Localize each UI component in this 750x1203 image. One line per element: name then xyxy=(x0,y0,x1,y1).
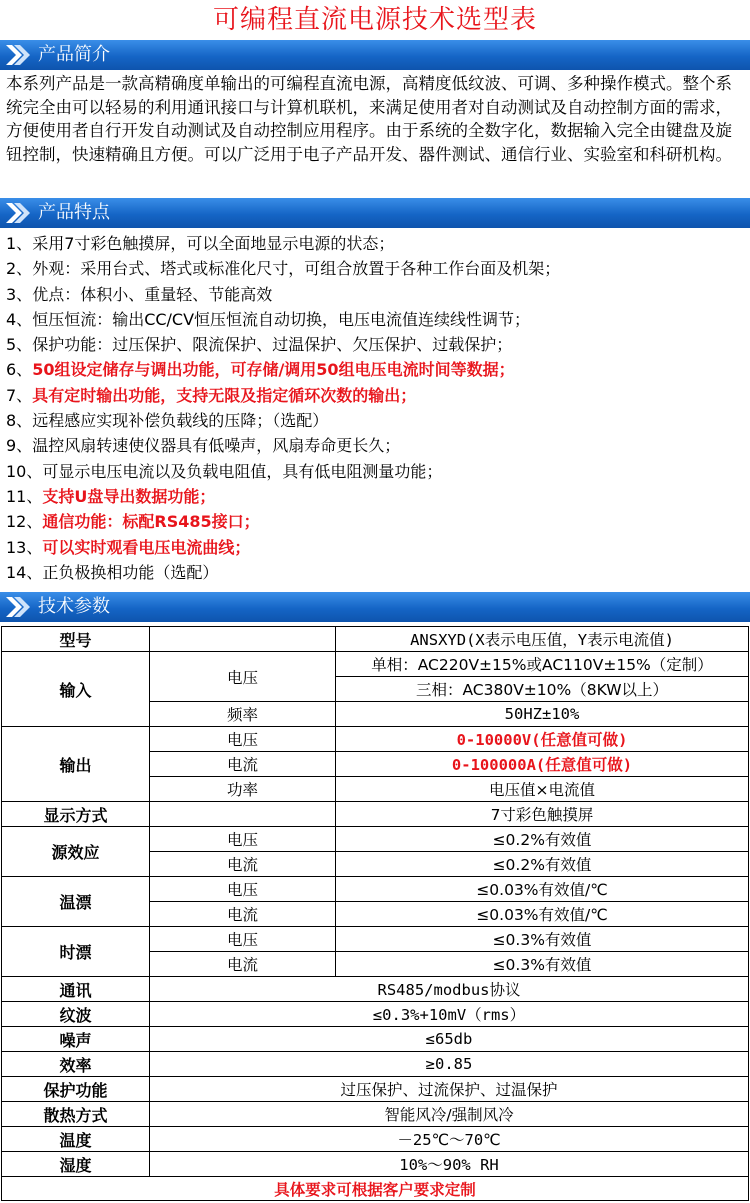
noise-value: ≤65db xyxy=(150,1027,749,1052)
model-value: ANSXYD(X表示电压值，Y表示电流值) xyxy=(336,627,749,652)
feature-list xyxy=(0,228,750,585)
feature-text: 可显示电压电流以及负载电阻值，具有低电阻测量功能； xyxy=(42,461,443,481)
feature-text: 50组设定储存与调出功能，可存储/调用50组电压电流时间等数据； xyxy=(32,360,515,380)
feature-item xyxy=(6,231,744,256)
feature-text: 恒压恒流：输出CC/CV恒压恒流自动切换，电压电流值连续线性调节； xyxy=(32,309,531,329)
section-title-specs: 技术参数 xyxy=(38,596,110,617)
table-row xyxy=(2,1102,749,1127)
source-effect-i-value: ≤0.2%有效值 xyxy=(336,852,749,877)
feature-item xyxy=(6,433,744,458)
feature-number: 12、 xyxy=(6,512,43,532)
humidity-value: 10%～90% RH xyxy=(150,1152,749,1177)
feature-item xyxy=(6,408,744,433)
feature-number: 6、 xyxy=(6,360,33,380)
row-label-temperature: 温度 xyxy=(2,1127,150,1152)
table-row xyxy=(2,977,749,1002)
output-current-label: 电流 xyxy=(150,752,336,777)
row-label-cooling: 散热方式 xyxy=(2,1102,150,1127)
feature-number: 13、 xyxy=(6,537,43,557)
feature-item xyxy=(6,459,744,484)
feature-text: 采用7寸彩色触摸屏，可以全面地显示电源的状态； xyxy=(32,234,395,253)
input-freq-label: 频率 xyxy=(150,702,336,727)
table-row xyxy=(2,1177,749,1201)
time-drift-v-value: ≤0.3%有效值 xyxy=(336,927,749,952)
row-label-display: 显示方式 xyxy=(2,802,150,827)
feature-text: 温控风扇转速使仪器具有低噪声，风扇寿命更长久； xyxy=(32,436,401,456)
table-row xyxy=(2,927,749,952)
section-header-features xyxy=(0,198,750,228)
feature-item xyxy=(6,332,744,357)
feature-number: 1、 xyxy=(6,234,33,253)
chevron-right-icon xyxy=(4,43,32,67)
feature-number: 3、 xyxy=(6,284,33,304)
feature-text: 保护功能：过压保护、限流保护、过温保护、欠压保护、过载保护； xyxy=(32,335,513,355)
footer-note: 具体要求可根据客户要求定制 xyxy=(2,1177,749,1201)
table-row xyxy=(2,652,749,677)
spec-table xyxy=(1,626,749,1201)
input-voltage-single: 单相：AC220V±15%或AC110V±15%（定制） xyxy=(336,652,749,677)
row-label-input: 输入 xyxy=(2,652,150,727)
table-row xyxy=(2,1027,749,1052)
temp-drift-v-label: 电压 xyxy=(150,877,336,902)
row-label-ripple: 纹波 xyxy=(2,1002,150,1027)
feature-item xyxy=(6,383,744,408)
source-effect-v-label: 电压 xyxy=(150,827,336,852)
row-label-output: 输出 xyxy=(2,727,150,802)
chevron-right-icon xyxy=(4,201,32,225)
ripple-value: ≤0.3%+10mV（rms） xyxy=(150,1002,749,1027)
row-label-source-effect: 源效应 xyxy=(2,827,150,877)
feature-number: 8、 xyxy=(6,411,33,431)
output-power-value: 电压值×电流值 xyxy=(336,777,749,802)
feature-number: 5、 xyxy=(6,335,33,355)
table-row xyxy=(2,627,749,652)
feature-number: 9、 xyxy=(6,436,33,456)
output-power-label: 功率 xyxy=(150,777,336,802)
feature-item xyxy=(6,560,744,585)
display-value: 7寸彩色触摸屏 xyxy=(336,802,749,827)
table-row xyxy=(2,1152,749,1177)
table-row xyxy=(2,1002,749,1027)
feature-item xyxy=(6,357,744,382)
input-voltage-label: 电压 xyxy=(150,652,336,702)
input-freq-value: 50HZ±10% xyxy=(336,702,749,727)
row-label-comm: 通讯 xyxy=(2,977,150,1002)
feature-number: 7、 xyxy=(6,385,33,405)
row-label-efficiency: 效率 xyxy=(2,1052,150,1077)
feature-number: 14、 xyxy=(6,562,43,582)
section-header-specs xyxy=(0,592,750,622)
output-current-value: 0-100000A(任意值可做) xyxy=(336,752,749,777)
temp-drift-i-value: ≤0.03%有效值/℃ xyxy=(336,902,749,927)
feature-text: 远程感应实现补偿负载线的压降；（选配） xyxy=(32,411,329,431)
page-title: 可编程直流电源技术选型表 xyxy=(212,5,537,35)
time-drift-v-label: 电压 xyxy=(150,927,336,952)
intro-paragraph: 本系列产品是一款高精确度单输出的可编程直流电源，高精度低纹波、可调、多种操作模式。整个系统完全由可以轻易的利用通讯接口与计算机联机，来满足使用者对自动测试及自动控制方面的需求，方便使用者自行开发自动测试及自动控制应用程序。由于系统的全数字化，数据输入完全由键盘及旋钮控制，快速精确且方便。可以广泛用于电子产品开发、器件测试、通信行业、实验室和科研机构。 xyxy=(6,74,732,164)
row-label-temp-drift: 温漂 xyxy=(2,877,150,927)
table-row xyxy=(2,1052,749,1077)
table-row xyxy=(2,802,749,827)
efficiency-value: ≥0.85 xyxy=(150,1052,749,1077)
feature-text: 优点：体积小、重量轻、节能高效 xyxy=(32,284,273,304)
feature-text: 通信功能：标配RS485接口； xyxy=(42,512,260,532)
row-label-model: 型号 xyxy=(2,627,150,652)
temp-drift-v-value: ≤0.03%有效值/℃ xyxy=(336,877,749,902)
row-label-noise: 噪声 xyxy=(2,1027,150,1052)
feature-number: 11、 xyxy=(6,486,43,506)
output-voltage-label: 电压 xyxy=(150,727,336,752)
feature-item xyxy=(6,535,744,560)
feature-text: 外观：采用台式、塔式或标准化尺寸，可组合放置于各种工作台面及机架； xyxy=(32,259,561,279)
empty-cell xyxy=(150,802,336,827)
row-label-time-drift: 时漂 xyxy=(2,927,150,977)
protection-value: 过压保护、过流保护、过温保护 xyxy=(150,1077,749,1102)
output-voltage-value: 0-10000V(任意值可做) xyxy=(336,727,749,752)
temp-drift-i-label: 电流 xyxy=(150,902,336,927)
feature-item xyxy=(6,282,744,307)
feature-item xyxy=(6,484,744,509)
feature-text: 正负极换相功能（选配） xyxy=(42,562,219,582)
section-header-intro xyxy=(0,40,750,70)
feature-text: 具有定时输出功能，支持无限及指定循环次数的输出； xyxy=(32,385,417,405)
cooling-value: 智能风冷/强制风冷 xyxy=(150,1102,749,1127)
feature-text: 支持U盘导出数据功能； xyxy=(42,486,216,506)
chevron-right-icon xyxy=(4,595,32,619)
time-drift-i-label: 电流 xyxy=(150,952,336,977)
comm-value: RS485/modbus协议 xyxy=(150,977,749,1002)
feature-number: 10、 xyxy=(6,461,43,481)
input-voltage-three: 三相：AC380V±10%（8KW以上） xyxy=(336,677,749,702)
source-effect-v-value: ≤0.2%有效值 xyxy=(336,827,749,852)
row-label-protection: 保护功能 xyxy=(2,1077,150,1102)
feature-number: 4、 xyxy=(6,309,33,329)
table-row xyxy=(2,727,749,752)
feature-number: 2、 xyxy=(6,259,33,279)
empty-cell xyxy=(150,627,336,652)
feature-item xyxy=(6,509,744,534)
feature-text: 可以实时观看电压电流曲线； xyxy=(42,537,251,557)
table-row xyxy=(2,1127,749,1152)
time-drift-i-value: ≤0.3%有效值 xyxy=(336,952,749,977)
section-title-features: 产品特点 xyxy=(38,202,110,223)
section-title-intro: 产品简介 xyxy=(38,44,110,65)
feature-item xyxy=(6,256,744,281)
temperature-value: －25℃～70℃ xyxy=(150,1127,749,1152)
feature-item xyxy=(6,307,744,332)
table-row xyxy=(2,827,749,852)
table-row xyxy=(2,1077,749,1102)
row-label-humidity: 湿度 xyxy=(2,1152,150,1177)
table-row xyxy=(2,877,749,902)
source-effect-i-label: 电流 xyxy=(150,852,336,877)
